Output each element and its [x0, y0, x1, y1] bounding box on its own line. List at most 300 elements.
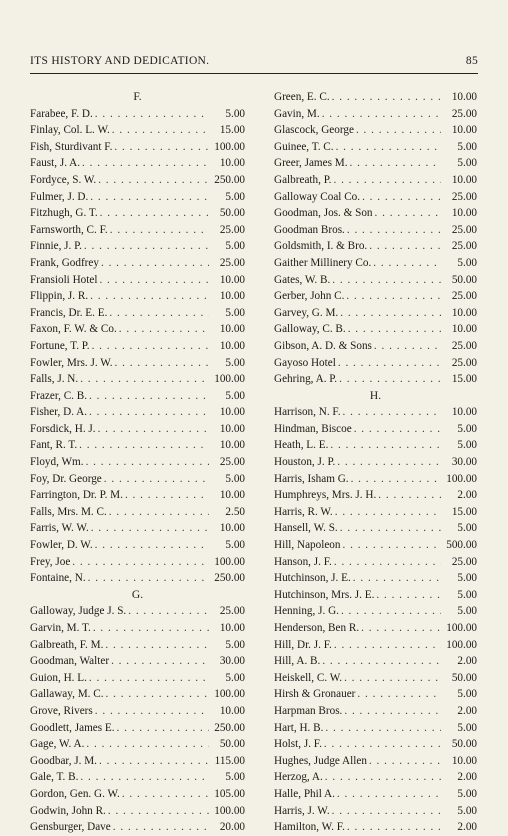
subscriber-entry — [30, 637, 245, 654]
subscriber-entry — [274, 122, 477, 139]
subscriber-entry — [30, 504, 245, 521]
subscription-amount: 5.00 — [457, 157, 477, 170]
subscriber-entry — [274, 703, 477, 720]
leader-dots — [333, 172, 441, 189]
leader-dots — [341, 603, 441, 620]
leader-dots — [114, 139, 209, 156]
subscriber-name: Harpman Bros. — [274, 704, 343, 717]
subscriber-name: Forsdick, H. J. — [30, 422, 96, 435]
subscription-amount: 15.00 — [451, 373, 477, 386]
subscriber-name: Falls, Mrs. M. C. — [30, 505, 107, 518]
subscriber-entry — [30, 338, 245, 355]
page-number: 85 — [465, 55, 478, 67]
section-letter: F. — [133, 91, 142, 103]
subscriber-name: Henning, J. G. — [274, 605, 339, 618]
subscription-amount: 25.00 — [219, 256, 245, 269]
subscriber-name: Green, E. C. — [274, 91, 330, 103]
leader-dots — [82, 155, 209, 172]
subscriber-entry — [274, 786, 477, 803]
leader-dots — [128, 603, 209, 620]
leader-dots — [339, 371, 441, 388]
subscriber-entry — [274, 155, 477, 172]
subscriber-name: Flippin, J. R. — [30, 290, 89, 303]
subscriber-entry — [30, 603, 245, 620]
leader-dots — [334, 637, 441, 654]
subscriber-name: Godwin, John R. — [30, 804, 106, 817]
subscriber-name: Gallaway, M. C. — [30, 688, 104, 701]
leader-dots — [361, 620, 441, 637]
subscriber-entry — [274, 653, 477, 670]
leader-dots — [325, 769, 441, 786]
leader-dots — [90, 189, 209, 206]
subscriber-entry — [30, 272, 245, 289]
subscriber-name: Foy, Dr. George — [30, 472, 102, 485]
leader-dots — [340, 520, 441, 537]
subscriber-entry — [274, 570, 477, 587]
subscriber-name: Hamilton, W. F. — [274, 821, 345, 834]
subscriber-name: Garvin, M. T. — [30, 622, 91, 634]
subscriber-name: Humphreys, Mrs. J. H. — [274, 489, 377, 502]
leader-dots — [322, 653, 441, 670]
leader-dots — [337, 786, 441, 803]
subscriber-entry — [30, 620, 245, 637]
subscription-amount: 5.00 — [225, 771, 245, 784]
subscription-amount: 5.00 — [457, 256, 477, 269]
left-column — [30, 89, 245, 836]
subscriber-name: Farnsworth, C. F. — [30, 223, 108, 236]
subscription-amount: 10.00 — [219, 323, 245, 336]
subscription-amount: 10.00 — [451, 91, 477, 103]
subscriber-entry — [274, 321, 477, 338]
subscriber-entry — [30, 670, 245, 687]
subscription-amount: 100.00 — [214, 140, 245, 153]
subscriber-name: Heath, L. E. — [274, 439, 329, 452]
subscription-amount: 105.00 — [214, 787, 245, 800]
subscriber-name: Goodman, Walter — [30, 655, 110, 668]
subscriber-entry — [30, 371, 245, 388]
leader-dots — [95, 703, 209, 720]
subscription-amount: 100.00 — [446, 472, 477, 485]
subscription-amount: 5.00 — [457, 588, 477, 601]
subscription-amount: 25.00 — [451, 356, 477, 369]
running-title: ITS HISTORY AND DEDICATION. — [30, 55, 210, 67]
subscription-amount: 5.00 — [457, 439, 477, 452]
subscriber-name: Faust, J. A. — [30, 157, 81, 170]
subscription-amount: 25.00 — [451, 240, 477, 253]
subscriber-entry — [30, 819, 245, 836]
leader-dots — [86, 454, 209, 471]
subscriber-entry — [30, 355, 245, 372]
subscriber-entry — [30, 471, 245, 488]
subscription-amount: 25.00 — [451, 339, 477, 352]
subscription-amount: 5.00 — [225, 356, 245, 369]
subscriber-name: Faxon, F. W. & Co. — [30, 323, 117, 336]
leader-dots — [335, 504, 441, 521]
subscriber-entry — [274, 272, 477, 289]
subscriber-entry — [274, 106, 477, 123]
subscriber-name: Fortune, T. P. — [30, 339, 90, 352]
subscription-amount: 10.00 — [451, 173, 477, 186]
subscription-amount: 250.00 — [214, 173, 245, 186]
subscription-amount: 25.00 — [219, 223, 245, 236]
subscriber-name: Goldsmith, I. & Bro. — [274, 240, 368, 253]
subscription-amount: 2.00 — [457, 821, 477, 834]
subscriber-entry — [274, 587, 477, 604]
subscriber-name: Fulmer, J. D. — [30, 190, 89, 203]
leader-dots — [108, 803, 209, 820]
subscriber-entry — [30, 753, 245, 770]
subscriber-entry — [274, 504, 477, 521]
subscriber-name: Hansell, W. S. — [274, 522, 338, 535]
subscriber-entry — [30, 437, 245, 454]
subscriber-entry — [30, 189, 245, 206]
subscription-amount: 2.00 — [457, 655, 477, 668]
subscriber-name: Farabee, F. D. — [30, 107, 93, 120]
subscriber-name: Houston, J. P. — [274, 456, 336, 469]
subscriber-name: Fowler, D. W. — [30, 539, 93, 552]
leader-dots — [92, 338, 209, 355]
subscriber-name: Frey, Joe — [30, 555, 71, 568]
subscriber-entry — [30, 255, 245, 272]
subscriber-name: Farris, W. W. — [30, 522, 89, 535]
subscriber-name: Frank, Godfrey — [30, 256, 99, 269]
subscription-amount: 10.00 — [219, 290, 245, 303]
subscriber-name: Fisher, D. A. — [30, 406, 88, 419]
subscriber-entry — [274, 205, 477, 222]
subscription-amount: 50.00 — [451, 273, 477, 286]
subscriber-name: Gehring, A. P. — [274, 373, 338, 386]
subscriber-name: Hill, Napoleon — [274, 539, 341, 552]
subscriber-entry — [274, 603, 477, 620]
subscription-amount: 10.00 — [219, 406, 245, 419]
leader-dots — [89, 404, 209, 421]
subscription-amount: 10.00 — [451, 124, 477, 137]
subscription-amount: 10.00 — [451, 207, 477, 220]
subscription-amount: 25.00 — [219, 456, 245, 469]
leader-dots — [104, 471, 209, 488]
leader-dots — [84, 238, 209, 255]
leader-dots — [332, 803, 441, 820]
subscriber-name: Glascock, George — [274, 124, 354, 137]
subscriber-name: Gensburger, Dave — [30, 821, 111, 834]
subscriber-entry — [30, 803, 245, 820]
subscriber-name: Hanson, J. F. — [274, 555, 332, 568]
leader-dots — [122, 786, 209, 803]
leader-dots — [99, 272, 209, 289]
subscription-amount: 50.00 — [219, 738, 245, 751]
subscriber-entry — [30, 786, 245, 803]
subscriber-name: Galloway, C. B. — [274, 323, 346, 336]
subscription-amount: 100.00 — [214, 688, 245, 701]
leader-dots — [375, 205, 441, 222]
subscription-amount: 5.00 — [225, 539, 245, 552]
subscriber-entry — [30, 653, 245, 670]
subscriber-name: Hill, Dr. J. F. — [274, 638, 332, 651]
leader-dots — [353, 570, 441, 587]
subscriber-entry — [30, 305, 245, 322]
subscription-amount: 5.00 — [225, 638, 245, 651]
leader-dots — [338, 355, 441, 372]
subscriber-entry — [30, 155, 245, 172]
subscriber-name: Gage, W. A. — [30, 738, 85, 751]
leader-dots — [115, 355, 209, 372]
subscription-amount: 100.00 — [214, 804, 245, 817]
subscriber-entry — [30, 238, 245, 255]
subscriber-name: Finnie, J. P. — [30, 240, 82, 253]
subscriber-entry — [274, 487, 477, 504]
subscriber-name: Garvey, G. M. — [274, 306, 339, 319]
subscriber-name: Harris, J. W. — [274, 804, 330, 817]
subscription-amount: 5.00 — [457, 804, 477, 817]
subscription-amount: 5.00 — [457, 522, 477, 535]
subscriber-entry — [274, 803, 477, 820]
subscriber-name: Fitzhugh, G. T. — [30, 207, 98, 220]
subscriber-entry — [30, 205, 245, 222]
subscriber-name: Fontaine, N. — [30, 572, 86, 585]
subscriber-name: Goodbar, J. M. — [30, 754, 97, 767]
subscription-amount: 5.00 — [225, 389, 245, 402]
subscription-amount: 10.00 — [451, 754, 477, 767]
leader-dots — [357, 686, 441, 703]
subscription-amount: 5.00 — [225, 671, 245, 684]
leader-dots — [80, 371, 209, 388]
subscription-amount: 25.00 — [451, 223, 477, 236]
subscriber-entry — [30, 388, 245, 405]
subscriber-name: Fransioli Hotel — [30, 273, 98, 286]
subscriber-entry — [30, 288, 245, 305]
subscription-amount: 250.00 — [214, 721, 245, 734]
subscription-amount: 250.00 — [214, 572, 245, 585]
subscriber-entry — [274, 769, 477, 786]
leader-dots — [111, 653, 209, 670]
leader-dots — [340, 305, 441, 322]
leader-dots — [89, 670, 209, 687]
subscriber-entry — [274, 288, 477, 305]
leader-dots — [347, 819, 441, 836]
subscriber-entry — [30, 122, 245, 139]
leader-dots — [322, 106, 441, 123]
subscriber-entry — [274, 670, 477, 687]
leader-dots — [91, 520, 209, 537]
subscriber-entry — [274, 89, 477, 106]
subscriber-name: Guinee, T. C. — [274, 140, 334, 153]
leader-dots — [336, 139, 441, 156]
subscriber-name: Gayoso Hotel — [274, 356, 336, 369]
leader-dots — [79, 437, 209, 454]
subscription-amount: 10.00 — [219, 522, 245, 535]
page-header — [30, 55, 478, 73]
subscriber-entry — [274, 421, 477, 438]
leader-dots — [89, 388, 209, 405]
leader-dots — [100, 205, 209, 222]
leader-dots — [351, 471, 441, 488]
subscription-amount: 5.00 — [225, 306, 245, 319]
leader-dots — [90, 288, 209, 305]
subscription-amount: 10.00 — [219, 622, 245, 634]
subscription-amount: 100.00 — [446, 622, 477, 634]
subscriber-entry — [30, 487, 245, 504]
subscriber-entry — [30, 554, 245, 571]
leader-dots — [86, 736, 209, 753]
subscriber-entry — [30, 421, 245, 438]
subscriber-name: Gavin, M. — [274, 107, 320, 120]
subscriber-name: Galloway, Judge J. S. — [30, 605, 127, 618]
leader-dots — [98, 172, 209, 189]
subscription-amount: 2.00 — [457, 489, 477, 502]
subscriber-name: Frazer, C. B. — [30, 389, 88, 402]
subscriber-name: Hutchinson, Mrs. J. E. — [274, 588, 375, 601]
subscription-amount: 10.00 — [451, 306, 477, 319]
subscriber-name: Guion, H. L. — [30, 671, 87, 684]
subscription-amount: 100.00 — [214, 555, 245, 568]
subscriber-entry — [30, 537, 245, 554]
subscription-amount: 15.00 — [451, 505, 477, 518]
subscriber-name: Goodman Bros. — [274, 223, 345, 236]
leader-dots — [378, 487, 441, 504]
subscriber-entry — [274, 554, 477, 571]
leader-dots — [72, 554, 209, 571]
subscription-amount: 5.00 — [225, 240, 245, 253]
subscriber-name: Goodlett, James E. — [30, 721, 115, 734]
subscriber-name: Gibson, A. D. & Sons — [274, 339, 372, 352]
leader-dots — [348, 321, 441, 338]
section-letter: H. — [369, 389, 382, 402]
subscriber-entry — [30, 736, 245, 753]
leader-dots — [347, 222, 441, 239]
subscription-amount: 20.00 — [219, 821, 245, 834]
subscriber-name: Galloway Coal Co. — [274, 190, 361, 203]
subscription-amount: 115.00 — [214, 754, 245, 767]
subscriber-name: Gordon, Gen. G. W. — [30, 787, 120, 800]
subscriber-entry — [274, 404, 477, 421]
subscription-amount: 10.00 — [219, 489, 245, 502]
subscription-amount: 10.00 — [451, 406, 477, 419]
subscriber-entry — [274, 537, 477, 554]
subscription-amount: 5.00 — [457, 688, 477, 701]
subscription-amount: 25.00 — [451, 290, 477, 303]
subscriber-name: Gates, W. B. — [274, 273, 331, 286]
subscription-amount: 25.00 — [219, 605, 245, 618]
subscription-amount: 25.00 — [451, 190, 477, 203]
leader-dots — [125, 487, 209, 504]
leader-dots — [376, 587, 441, 604]
subscription-amount: 5.00 — [457, 605, 477, 618]
subscriber-entry — [30, 404, 245, 421]
subscription-amount: 30.00 — [451, 456, 477, 469]
subscriber-name: Hill, A. B. — [274, 655, 321, 668]
subscription-amount: 25.00 — [451, 555, 477, 568]
subscriber-name: Harris, R. W. — [274, 505, 333, 518]
subscriber-entry — [30, 139, 245, 156]
subscriber-entry — [30, 172, 245, 189]
subscriber-entry — [274, 686, 477, 703]
subscriber-name: Hirsh & Gronauer — [274, 688, 356, 701]
subscriber-entry — [274, 255, 477, 272]
subscriber-name: Fish, Sturdivant F. — [30, 140, 113, 153]
leader-dots — [369, 238, 441, 255]
subscriber-name: Francis, Dr. E. E. — [30, 306, 108, 319]
subscriber-entry — [274, 620, 477, 637]
leader-dots — [330, 437, 441, 454]
section-letter: G. — [131, 588, 144, 601]
subscriber-name: Greer, James M. — [274, 157, 348, 170]
subscription-amount: 5.00 — [457, 572, 477, 585]
subscriber-entry — [274, 736, 477, 753]
subscription-amount: 10.00 — [219, 339, 245, 352]
leader-dots — [80, 769, 209, 786]
subscriber-name: Galbreath, P. — [274, 173, 332, 186]
subscription-amount: 5.00 — [225, 472, 245, 485]
subscription-amount: 500.00 — [446, 539, 477, 552]
subscriber-name: Holst, J. F. — [274, 738, 322, 751]
leader-dots — [332, 89, 441, 106]
subscriber-name: Galbreath, F. M. — [30, 638, 104, 651]
subscription-amount: 5.00 — [457, 140, 477, 153]
subscriber-entry — [274, 189, 477, 206]
subscription-amount: 5.00 — [225, 190, 245, 203]
subscriber-entry — [30, 570, 245, 587]
subscription-amount: 10.00 — [219, 273, 245, 286]
subscriber-entry — [274, 454, 477, 471]
subscriber-name: Heiskell, C. W. — [274, 671, 343, 684]
subscriber-name: Harris, Isham G. — [274, 472, 349, 485]
subscriber-entry — [30, 720, 245, 737]
subscriber-entry — [274, 172, 477, 189]
leader-dots — [344, 703, 441, 720]
subscriber-name: Fordyce, S. W. — [30, 173, 97, 186]
subscriber-entry — [274, 222, 477, 239]
subscriber-name: Goodman, Jos. & Son — [274, 207, 373, 220]
subscription-amount: 2.00 — [457, 704, 477, 717]
subscription-amount: 25.00 — [451, 107, 477, 120]
subscription-amount: 5.00 — [225, 107, 245, 120]
leader-dots — [113, 819, 209, 836]
leader-dots — [344, 670, 441, 687]
subscriber-entry — [30, 222, 245, 239]
subscriber-name: Falls, J. N. — [30, 373, 79, 386]
subscriber-entry — [274, 720, 477, 737]
leader-dots — [99, 753, 209, 770]
subscriber-name: Halle, Phil A. — [274, 787, 335, 800]
subscriber-entry — [30, 769, 245, 786]
subscriber-name: Grove, Rivers — [30, 704, 93, 717]
subscription-amount: 10.00 — [219, 422, 245, 435]
header-rule — [30, 73, 478, 74]
subscription-amount: 50.00 — [451, 738, 477, 751]
subscription-amount: 10.00 — [219, 439, 245, 452]
leader-dots — [324, 736, 441, 753]
subscription-amount: 10.00 — [219, 157, 245, 170]
subscriber-entry — [274, 338, 477, 355]
subscriber-entry — [274, 355, 477, 372]
leader-dots — [343, 537, 442, 554]
subscriber-name: Fant, R. T. — [30, 439, 78, 452]
subscription-amount: 50.00 — [451, 671, 477, 684]
leader-dots — [112, 122, 209, 139]
subscriber-name: Harrison, N. F. — [274, 406, 341, 419]
subscriber-name: Finlay, Col. L. W. — [30, 124, 110, 137]
subscriber-entry — [274, 471, 477, 488]
subscription-amount: 100.00 — [214, 373, 245, 386]
subscription-amount: 5.00 — [457, 721, 477, 734]
leader-dots — [343, 404, 441, 421]
leader-dots — [105, 637, 209, 654]
subscription-amount: 100.00 — [446, 638, 477, 651]
leader-dots — [369, 753, 441, 770]
subscriber-name: Hutchinson, J. E. — [274, 572, 351, 585]
subscription-amount: 5.00 — [457, 422, 477, 435]
subscriber-entry — [274, 637, 477, 654]
